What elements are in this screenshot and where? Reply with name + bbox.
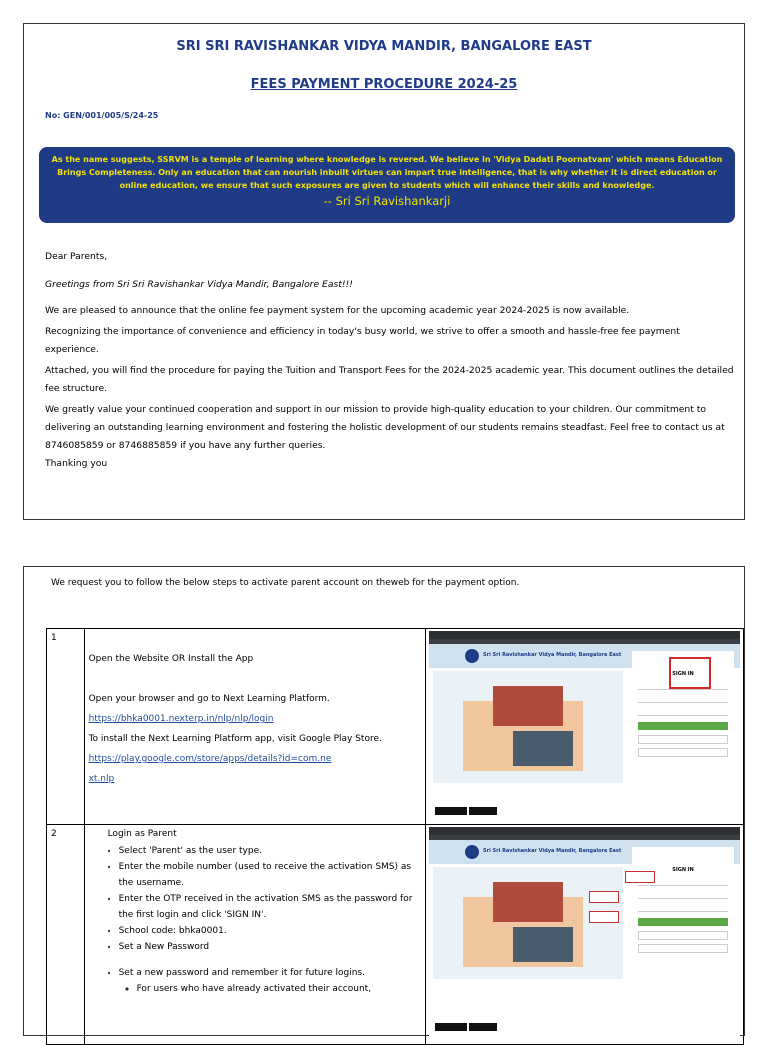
salutation: Dear Parents,	[45, 251, 108, 262]
school-name: SRI SRI RAVISHANKAR VIDYA MANDIR, BANGALORE EAST	[176, 39, 592, 54]
list-item: • School code: bhka0001.	[119, 923, 426, 939]
screenshot-image	[429, 827, 740, 1037]
greeting: Greetings from Sri Sri Ravishankar Vidya Mandir, Bangalore East!!!	[45, 279, 353, 290]
paragraph-1: We are pleased to announce that the online fee payment system for the upcoming academic year 2024-2025 is now available.	[45, 305, 630, 316]
step-heading: Login as Parent	[107, 829, 177, 839]
step-description	[84, 629, 426, 825]
campus-illustration	[433, 867, 623, 979]
google-play-badge	[435, 807, 467, 815]
quote-author: -- Sri Sri Ravishankarji	[323, 194, 451, 208]
paragraph-2: Recognizing the importance of convenience and efficiency in today's busy world, we strive to offer a smooth and hassle-free fee payment experience.	[45, 326, 680, 355]
school-logo	[465, 649, 479, 663]
arrow-parent-icon	[625, 871, 655, 883]
step-heading: Open the Website OR Install the App	[88, 654, 254, 664]
table-row	[47, 629, 744, 825]
step-number: 2	[47, 825, 85, 1045]
paragraph-3: Attached, you will find the procedure for paying the Tuition and Transport Fees for the 2024-2025 academic year. This document outlines the detailed fee structure.	[45, 365, 734, 394]
steps-page	[23, 566, 745, 1036]
site-banner-title: Sri Sri Ravishankar Vidya Mandir, Bangalore East	[483, 652, 622, 658]
quote-line-3: online education, we ensure that such exposures are given to students which will enhance their skills and knowledge.	[119, 181, 655, 190]
steps-intro: We request you to follow the below steps to activate parent account on theweb for the payment option.	[51, 578, 520, 588]
list-item: • Set a new password and remember it for future logins.	[119, 965, 426, 981]
closing: Thanking you	[45, 458, 108, 469]
website-link[interactable]: https://bhka0001.nexterp.in/nlp/nlp/login	[88, 714, 274, 724]
step-text: Open your browser and go to Next Learning Platform.	[88, 694, 330, 704]
list-item: • Select 'Parent' as the user type.	[119, 843, 426, 859]
parent-highlight-box	[669, 657, 711, 689]
list-item: • Enter the mobile number (used to receive the activation SMS) as the username.	[119, 859, 426, 891]
login-screenshot	[426, 629, 744, 825]
school-logo	[465, 845, 479, 859]
document-title: FEES PAYMENT PROCEDURE 2024-25	[250, 77, 518, 92]
step-description	[84, 825, 426, 1045]
screenshot-image	[429, 631, 740, 821]
parent-login-screenshot	[426, 825, 744, 1045]
paragraph-4: We greatly value your continued cooperation and support in our mission to provide high-quality education to your children. Our commitment to delivering an outstanding learning environment and fostering the holistic development of our students remains steadfast. Feel free to contact us at 8746085859 or 8746885859 if you have any further queries.	[45, 404, 725, 451]
step-text: To install the Next Learning Platform app, visit Google Play Store.	[88, 734, 382, 744]
step-number: 1	[47, 629, 85, 825]
quote-line-2: Brings Completeness. Only an education that can nourish inbuilt virtues can impart true intelligence, that is why whether it is direct education or	[57, 168, 717, 177]
app-store-badge	[469, 1023, 497, 1031]
letter-page	[23, 23, 745, 520]
signin-heading: SIGN IN	[672, 867, 694, 873]
play-store-link-continued[interactable]: xt.nlp	[88, 774, 115, 784]
browser-tabbar	[429, 631, 740, 639]
signin-heading: SIGN IN	[672, 671, 694, 677]
site-banner-title: Sri Sri Ravishankar Vidya Mandir, Bangalore East	[483, 848, 622, 854]
google-play-badge	[435, 1023, 467, 1031]
table-row	[47, 825, 744, 1045]
quote-banner	[39, 147, 735, 223]
letter-body	[45, 248, 735, 476]
arrow-username-icon	[589, 891, 619, 903]
list-item: • Enter the OTP received in the activation SMS as the password for the first login and click 'SIGN IN'.	[119, 891, 426, 923]
document-number: No: GEN/001/005/S/24-25	[45, 111, 159, 120]
play-store-link[interactable]: https://play.google.com/store/apps/details?id=com.ne	[88, 754, 332, 764]
list-item: • Set a New Password	[119, 939, 426, 955]
steps-table	[46, 628, 744, 1045]
campus-illustration	[433, 671, 623, 783]
arrow-password-icon	[589, 911, 619, 923]
browser-tabbar	[429, 827, 740, 835]
sub-list-item: ◦ For users who have already activated their account,	[137, 981, 426, 997]
quote-line-1: As the name suggests, SSRVM is a temple of learning where knowledge is revered. We believe in 'Vidya Dadati Poornatvam' which means Education	[51, 155, 723, 164]
app-store-badge	[469, 807, 497, 815]
step-bullets-2	[85, 965, 426, 997]
step-bullets	[85, 843, 426, 955]
